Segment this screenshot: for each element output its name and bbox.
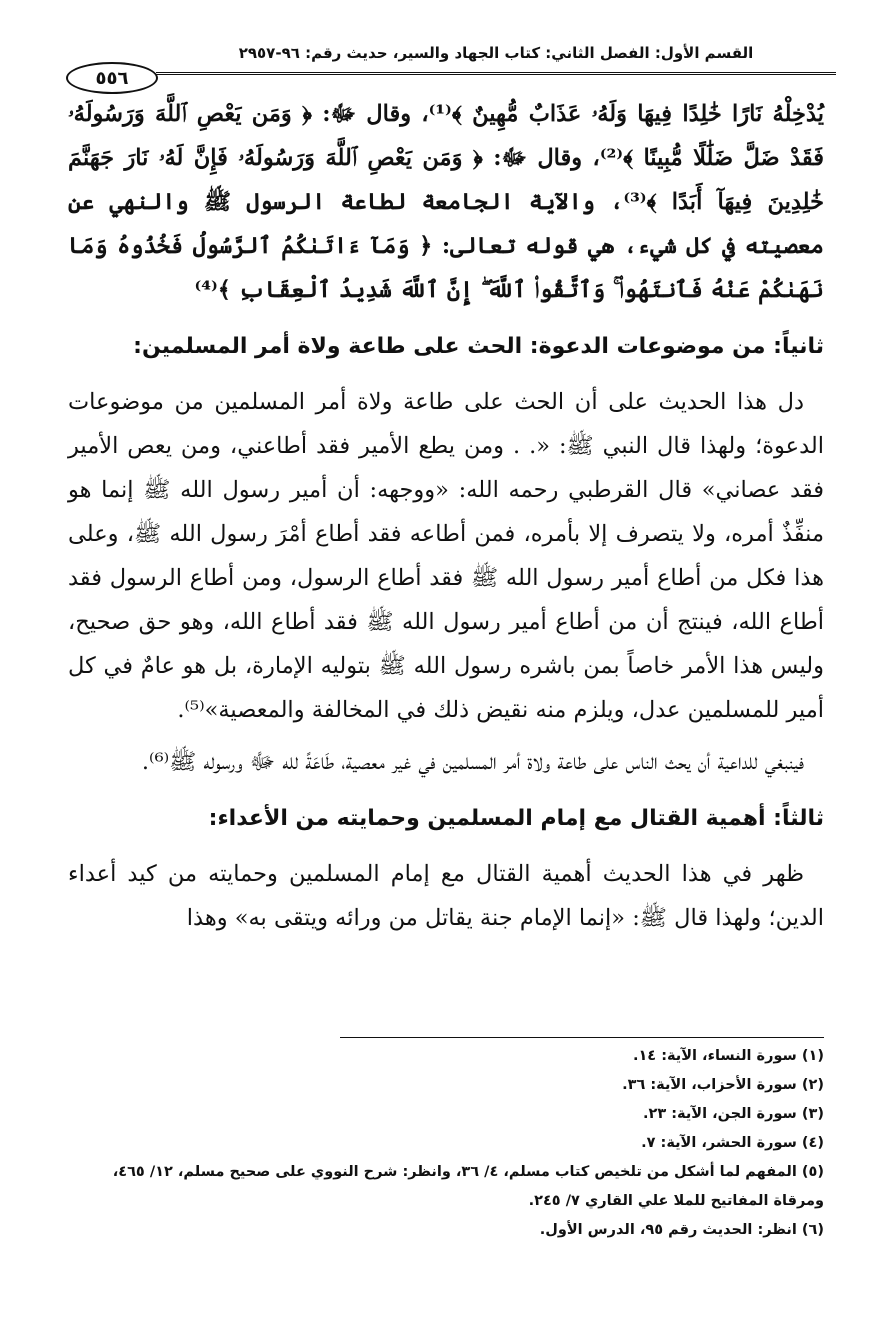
footnote-2: (٢) سورة الأحزاب، الآية: ٣٦. — [622, 1077, 824, 1093]
paragraph-quran-verses: يُدْخِلْهُ نَارًا خَٰلِدًا فِيهَا وَلَهُۥ عَذَابٌ مُّهِينٌ ﴾⁽¹⁾، وقال ﷻ: ﴿ وَمَن يَعْصِ ٱللَّهَ وَرَسُولَهُۥ فَقَدْ ضَلَّ ضَلَٰلًا مُّبِينًا ﴾⁽²⁾، وقال ﷻ: ﴿ وَمَن يَعْصِ ٱللَّهَ وَرَسُولَهُۥ فَإِنَّ لَهُۥ نَارَ جَهَنَّمَ خَٰلِدِينَ فِيهَآ أَبَدًا ﴾⁽³⁾، والآية الجامعة لطاعة الرسول ﷺ والنهي عن معصيته في كل شيء، هي قوله تعالى: ﴿ وَمَآ ءَاتَىٰكُمُ ٱلرَّسُولُ فَخُذُوهُ وَمَا نَهَىٰكُمْ عَنْهُ فَٱنتَهُوا۟ ۚ وَٱتَّقُوا۟ ٱللَّهَ ۖ إِنَّ ٱللَّهَ شَدِيدُ ٱلْعِقَابِ ﴾⁽⁴⁾ — [68, 101, 825, 303]
header-rule — [156, 72, 836, 75]
footnote-4: (٤) سورة الحشر، الآية: ٧. — [641, 1135, 824, 1151]
footnotes — [68, 1042, 824, 1245]
footnote-rule — [340, 1037, 824, 1038]
footnote-3: (٣) سورة الجن، الآية: ٢٣. — [642, 1106, 824, 1122]
running-head: القسم الأول: الفصل الثاني: كتاب الجهاد والسير، حديث رقم: ٩٦-٢٩٥٧ — [238, 44, 754, 62]
main-text — [68, 92, 824, 948]
paragraph-fighting: ظهر في هذا الحديث أهمية القتال مع إمام المسلمين وحمايته من كيد أعداء الدين؛ ولهذا قال ﷺ: «إنما الإمام جنة يقاتل من ورائه ويتقى به» وهذا — [68, 861, 824, 931]
paragraph-preacher: فينبغي للداعية أن يحث الناس على طاعة ولاة أمر المسلمين في غير معصية، طَاعَةً لله ﷻ ورسوله ﷺ⁽⁶⁾. — [141, 749, 804, 775]
section-heading-3: ثالثاً: أهمية القتال مع إمام المسلمين وحمايته من الأعداء: — [208, 806, 824, 831]
footnote-1: (١) سورة النساء، الآية: ١٤. — [632, 1048, 824, 1064]
paragraph-obedience: دل هذا الحديث على أن الحث على طاعة ولاة أمر المسلمين من موضوعات الدعوة؛ ولهذا قال النبي ﷺ: «. . ومن يطع الأمير فقد أطاعني، ومن يعص الأمير فقد عصاني» قال القرطبي رحمه الله: «ووجهه: أن أمير رسول الله ﷺ إنما هو منفِّذٌ أمره، ولا يتصرف إلا بأمره، فمن أطاعه فقد أطاع أمْرَ رسول الله ﷺ، وعلى هذا فكل من أطاع أمير رسول الله ﷺ فقد أطاع الرسول، ومن أطاع الرسول فقد أطاع الله، فينتج أن من أطاع أمير رسول الله ﷺ فقد أطاع الله، وهو حق صحيح، وليس هذا الأمر خاصاً بمن باشره رسول الله ﷺ بتوليه الإمارة، بل هو عامٌ في كل أمير للمسلمين عدل، ويلزم منه نقيض ذلك في المخالفة والمعصية»⁽⁵⁾. — [68, 389, 824, 723]
page-header — [56, 44, 836, 89]
footnote-6: (٦) انظر: الحديث رقم ٩٥، الدرس الأول. — [539, 1222, 824, 1238]
section-heading-2: ثانياً: من موضوعات الدعوة: الحث على طاعة ولاة أمر المسلمين: — [133, 334, 824, 359]
page-number: ٥٥٦ — [66, 62, 158, 94]
footnote-5: (٥) المفهم لما أشكل من تلخيص كتاب مسلم، ٤/ ٣٦، وانظر: شرح النووي على صحيح مسلم، ١٢/ ٤٦٥، ومرقاة المفاتيح للملا علي القاري ٧/ ٢٤٥. — [112, 1164, 824, 1209]
